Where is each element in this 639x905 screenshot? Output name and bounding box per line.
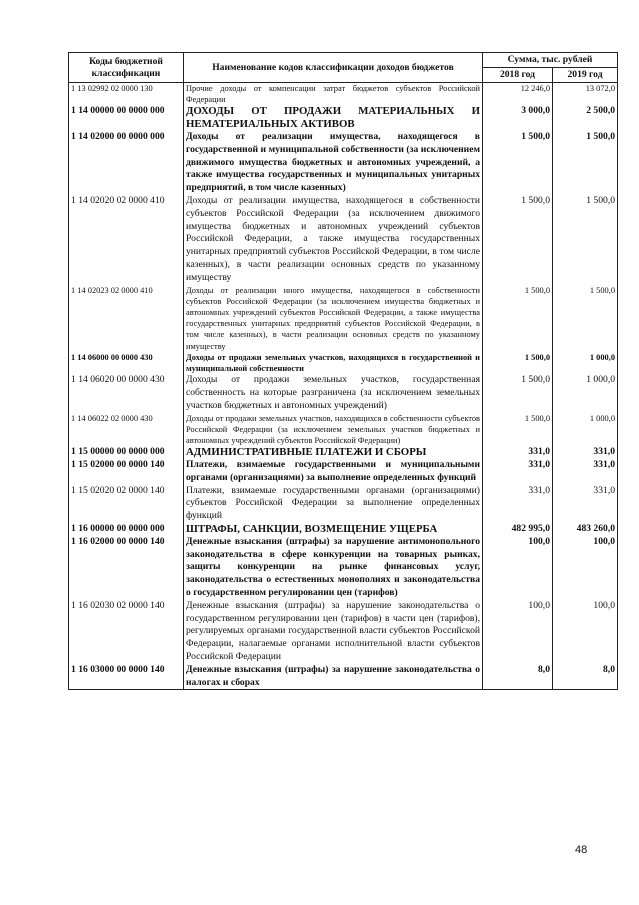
budget-code-cell: 1 15 02000 00 0000 140 bbox=[69, 459, 184, 485]
amount-2019-cell: 331,0 bbox=[553, 485, 618, 523]
amount-2018-cell: 3 000,0 bbox=[483, 105, 553, 131]
revenue-name-cell: Денежные взыскания (штрафы) за нарушение законодательства о государственном регулировании цен (тарифов) в части цен (тарифов), регулируемых органами государственной власти субъектов Российской Федерации, налагаемые органами исполнительной власти субъектов Российской Федерации bbox=[184, 600, 483, 664]
amount-2018-cell: 100,0 bbox=[483, 600, 553, 664]
table-row bbox=[69, 131, 618, 195]
revenue-classification-table bbox=[68, 52, 618, 690]
amount-2018-cell: 331,0 bbox=[483, 459, 553, 485]
table-row bbox=[69, 195, 618, 285]
amount-2019-cell: 483 260,0 bbox=[553, 523, 618, 536]
table-row bbox=[69, 352, 618, 374]
table-row bbox=[69, 523, 618, 536]
revenue-name-cell: ШТРАФЫ, САНКЦИИ, ВОЗМЕЩЕНИЕ УЩЕРБА bbox=[184, 523, 483, 536]
amount-2018-cell: 12 246,0 bbox=[483, 83, 553, 106]
budget-code-cell: 1 16 02000 00 0000 140 bbox=[69, 536, 184, 600]
table-row bbox=[69, 83, 618, 106]
amount-2018-cell: 1 500,0 bbox=[483, 413, 553, 447]
revenue-name-cell: Доходы от реализации имущества, находящегося в государственной и муниципальной собственности (за исключением движимого имущества бюджетных и автономных учреждений, а также имущества государственных и муниципальных унитарных предприятий, в том числе казенных) bbox=[184, 131, 483, 195]
budget-code-cell: 1 14 06020 00 0000 430 bbox=[69, 374, 184, 412]
amount-2019-cell: 13 072,0 bbox=[553, 83, 618, 106]
amount-2019-cell: 331,0 bbox=[553, 446, 618, 459]
year-2019-header: 2019 год bbox=[553, 68, 618, 83]
amount-2019-cell: 1 500,0 bbox=[553, 195, 618, 285]
amount-2019-cell: 1 000,0 bbox=[553, 352, 618, 374]
budget-code-cell: 1 16 02030 02 0000 140 bbox=[69, 600, 184, 664]
amount-2019-cell: 331,0 bbox=[553, 459, 618, 485]
amount-2018-cell: 1 500,0 bbox=[483, 374, 553, 412]
revenue-name-cell: АДМИНИСТРАТИВНЫЕ ПЛАТЕЖИ И СБОРЫ bbox=[184, 446, 483, 459]
amount-2019-cell: 100,0 bbox=[553, 536, 618, 600]
budget-code-cell: 1 16 03000 00 0000 140 bbox=[69, 664, 184, 690]
amount-2018-cell: 482 995,0 bbox=[483, 523, 553, 536]
amount-2019-cell: 1 000,0 bbox=[553, 374, 618, 412]
revenue-name-cell: Доходы от продажи земельных участков, государственная собственность на которые разграничена (за исключением земельных участков бюджетных и автономных учреждений) bbox=[184, 374, 483, 412]
amount-2018-cell: 1 500,0 bbox=[483, 285, 553, 352]
table-row bbox=[69, 105, 618, 131]
amount-2018-cell: 1 500,0 bbox=[483, 195, 553, 285]
table-row bbox=[69, 485, 618, 523]
budget-code-cell: 1 14 06022 02 0000 430 bbox=[69, 413, 184, 447]
table-row bbox=[69, 459, 618, 485]
revenue-name-cell: Денежные взыскания (штрафы) за нарушение законодательства о налогах и сборах bbox=[184, 664, 483, 690]
amount-2019-cell: 2 500,0 bbox=[553, 105, 618, 131]
revenue-name-cell: Доходы от реализации имущества, находящегося в собственности субъектов Российской Федерации (за исключением движимого имущества бюджетных и автономных учреждений субъектов Российской Федерации, а также имущества государственных унитарных предприятий субъектов Российской Федерации, в том числе казенных), в части реализации основных средств по указанному имуществу bbox=[184, 195, 483, 285]
amount-2018-cell: 1 500,0 bbox=[483, 352, 553, 374]
budget-code-cell: 1 14 00000 00 0000 000 bbox=[69, 105, 184, 131]
budget-code-cell: 1 15 00000 00 0000 000 bbox=[69, 446, 184, 459]
revenue-name-cell: Платежи, взимаемые государственными и муниципальными органами (организациями) за выполнение определенных функций bbox=[184, 459, 483, 485]
budget-code-cell: 1 16 00000 00 0000 000 bbox=[69, 523, 184, 536]
table-row bbox=[69, 374, 618, 412]
revenue-name-cell: Доходы от реализации иного имущества, находящегося в собственности субъектов Российской Федерации (за исключением имущества бюджетных и автономных учреждений субъектов Российской Федерации, а также имущества государственных унитарных предприятий субъектов Российской Федерации, в том числе казенных), в части реализации основных средств по указанному имуществу bbox=[184, 285, 483, 352]
amount-2018-cell: 331,0 bbox=[483, 485, 553, 523]
table-row bbox=[69, 285, 618, 352]
amount-2019-cell: 1 000,0 bbox=[553, 413, 618, 447]
revenue-name-cell: Денежные взыскания (штрафы) за нарушение антимонопольного законодательства в сфере конкуренции на товарных рынках, защиты конкуренции на рынке финансовых услуг, законодательства о естественных монополиях и законодательства о государственном регулировании цен (тарифов) bbox=[184, 536, 483, 600]
amount-2019-cell: 1 500,0 bbox=[553, 285, 618, 352]
budget-code-cell: 1 14 02023 02 0000 410 bbox=[69, 285, 184, 352]
amount-2019-cell: 8,0 bbox=[553, 664, 618, 690]
year-2018-header: 2018 год bbox=[483, 68, 553, 83]
name-column-header: Наименование кодов классификации доходов бюджетов bbox=[184, 53, 483, 83]
table-row bbox=[69, 446, 618, 459]
amount-2018-cell: 1 500,0 bbox=[483, 131, 553, 195]
amount-2019-cell: 100,0 bbox=[553, 600, 618, 664]
amount-2018-cell: 8,0 bbox=[483, 664, 553, 690]
amount-2018-cell: 331,0 bbox=[483, 446, 553, 459]
amount-2018-cell: 100,0 bbox=[483, 536, 553, 600]
budget-code-cell: 1 13 02992 02 0000 130 bbox=[69, 83, 184, 106]
table-body bbox=[69, 83, 618, 690]
table-row bbox=[69, 664, 618, 690]
budget-code-cell: 1 14 06000 00 0000 430 bbox=[69, 352, 184, 374]
revenue-name-cell: Прочие доходы от компенсации затрат бюджетов субъектов Российской Федерации bbox=[184, 83, 483, 106]
code-column-header: Коды бюджетной классификации bbox=[69, 53, 184, 83]
table-row bbox=[69, 600, 618, 664]
revenue-name-cell: Доходы от продажи земельных участков, находящихся в собственности субъектов Российской Федерации (за исключением земельных участков бюджетных и автономных учреждений субъектов Российской Федерации) bbox=[184, 413, 483, 447]
table-row bbox=[69, 536, 618, 600]
table-row bbox=[69, 413, 618, 447]
table-header bbox=[69, 53, 618, 83]
budget-code-cell: 1 14 02020 02 0000 410 bbox=[69, 195, 184, 285]
page-number: 48 bbox=[575, 844, 588, 856]
revenue-name-cell: ДОХОДЫ ОТ ПРОДАЖИ МАТЕРИАЛЬНЫХ И НЕМАТЕРИАЛЬНЫХ АКТИВОВ bbox=[184, 105, 483, 131]
amount-2019-cell: 1 500,0 bbox=[553, 131, 618, 195]
budget-code-cell: 1 14 02000 00 0000 000 bbox=[69, 131, 184, 195]
sum-column-header: Сумма, тыс. рублей bbox=[483, 53, 618, 68]
revenue-name-cell: Доходы от продажи земельных участков, находящихся в государственной и муниципальной собственности bbox=[184, 352, 483, 374]
budget-code-cell: 1 15 02020 02 0000 140 bbox=[69, 485, 184, 523]
revenue-name-cell: Платежи, взимаемые государственными органами (организациями) субъектов Российской Федерации за выполнение определенных функций bbox=[184, 485, 483, 523]
